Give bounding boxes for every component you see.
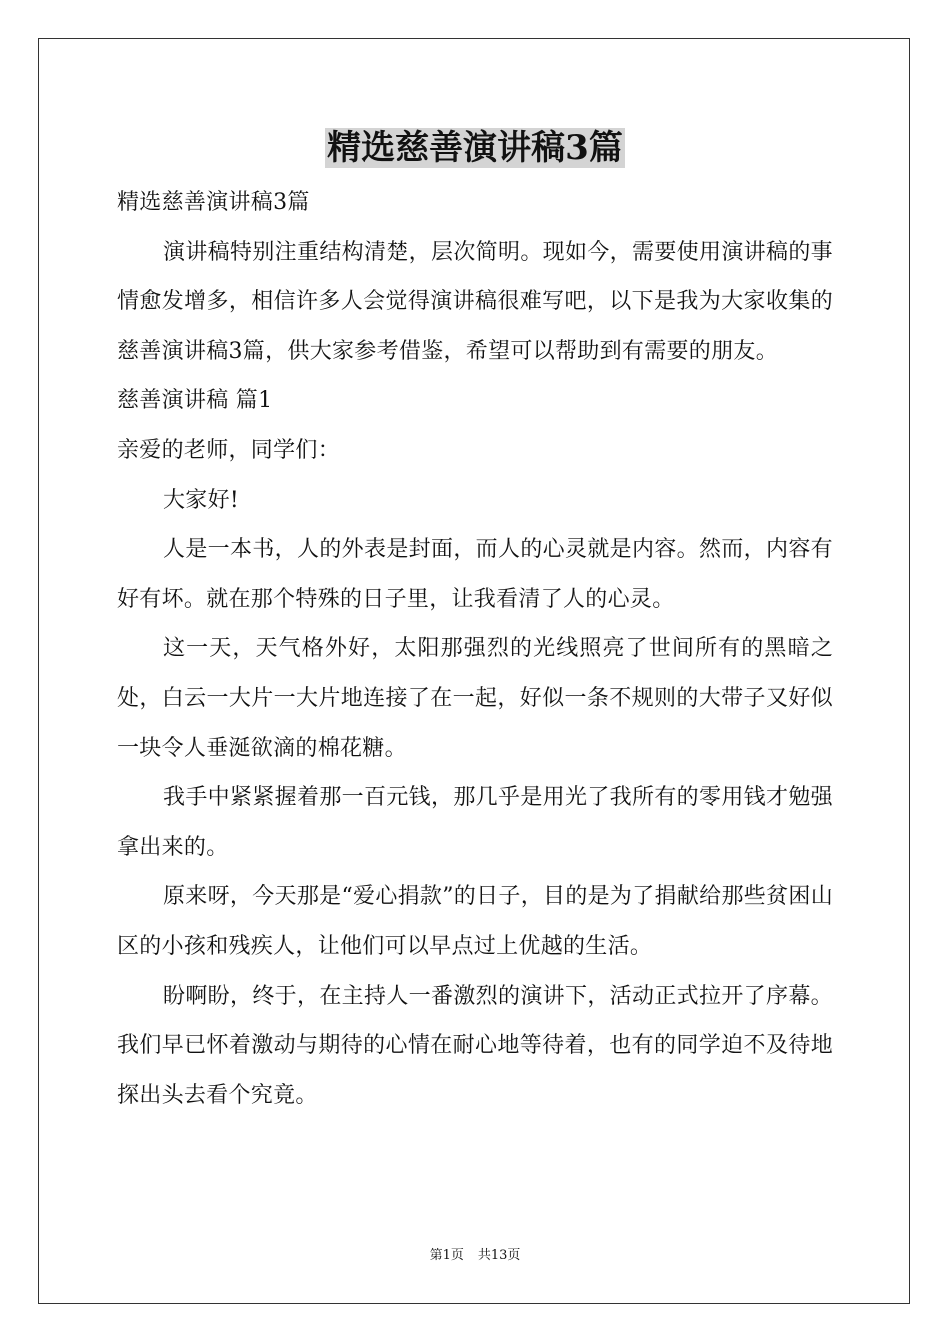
page-number: 第1页 xyxy=(429,1248,464,1263)
paragraph: 原来呀，今天那是“爱心捐款”的日子，目的是为了捐献给那些贫困山区的小孩和残疾人，让他们可以早点过上优越的生活。 xyxy=(117,884,833,959)
paragraph: 这一天，天气格外好，太阳那强烈的光线照亮了世间所有的黑暗之处，白云一大片一大片地连接了在一起，好似一条不规则的大带子又好似一块令人垂涎欲滴的棉花糖。 xyxy=(117,636,833,761)
page-total: 共13页 xyxy=(477,1248,521,1263)
salutation: 亲爱的老师，同学们： xyxy=(117,437,341,463)
document-title-text: 精选慈善演讲稿3篇 xyxy=(327,128,623,168)
section-heading: 慈善演讲稿 篇1 xyxy=(117,388,273,414)
paragraph: 演讲稿特别注重结构清楚，层次简明。现如今，需要使用演讲稿的事情愈发增多，相信许多人会觉得演讲稿很难写吧，以下是我为大家收集的慈善演讲稿3篇，供大家参考借鉴，希望可以帮助到有需要的朋友。 xyxy=(117,239,833,364)
document-title xyxy=(0,126,950,170)
paragraph: 精选慈善演讲稿3篇 xyxy=(117,190,310,215)
paragraph: 大家好! xyxy=(163,487,240,513)
paragraph: 我手中紧紧握着那一百元钱，那几乎是用光了我所有的零用钱才勉强拿出来的。 xyxy=(117,785,833,860)
paragraph: 人是一本书，人的外表是封面，而人的心灵就是内容。然而，内容有好有坏。就在那个特殊的日子里，让我看清了人的心灵。 xyxy=(117,537,833,612)
paragraph: 盼啊盼，终于，在主持人一番激烈的演讲下，活动正式拉开了序幕。我们早已怀着激动与期待的心情在耐心地等待着，也有的同学迫不及待地探出头去看个究竟。 xyxy=(117,983,833,1108)
page-footer xyxy=(0,1247,950,1265)
document-body xyxy=(117,178,833,1120)
